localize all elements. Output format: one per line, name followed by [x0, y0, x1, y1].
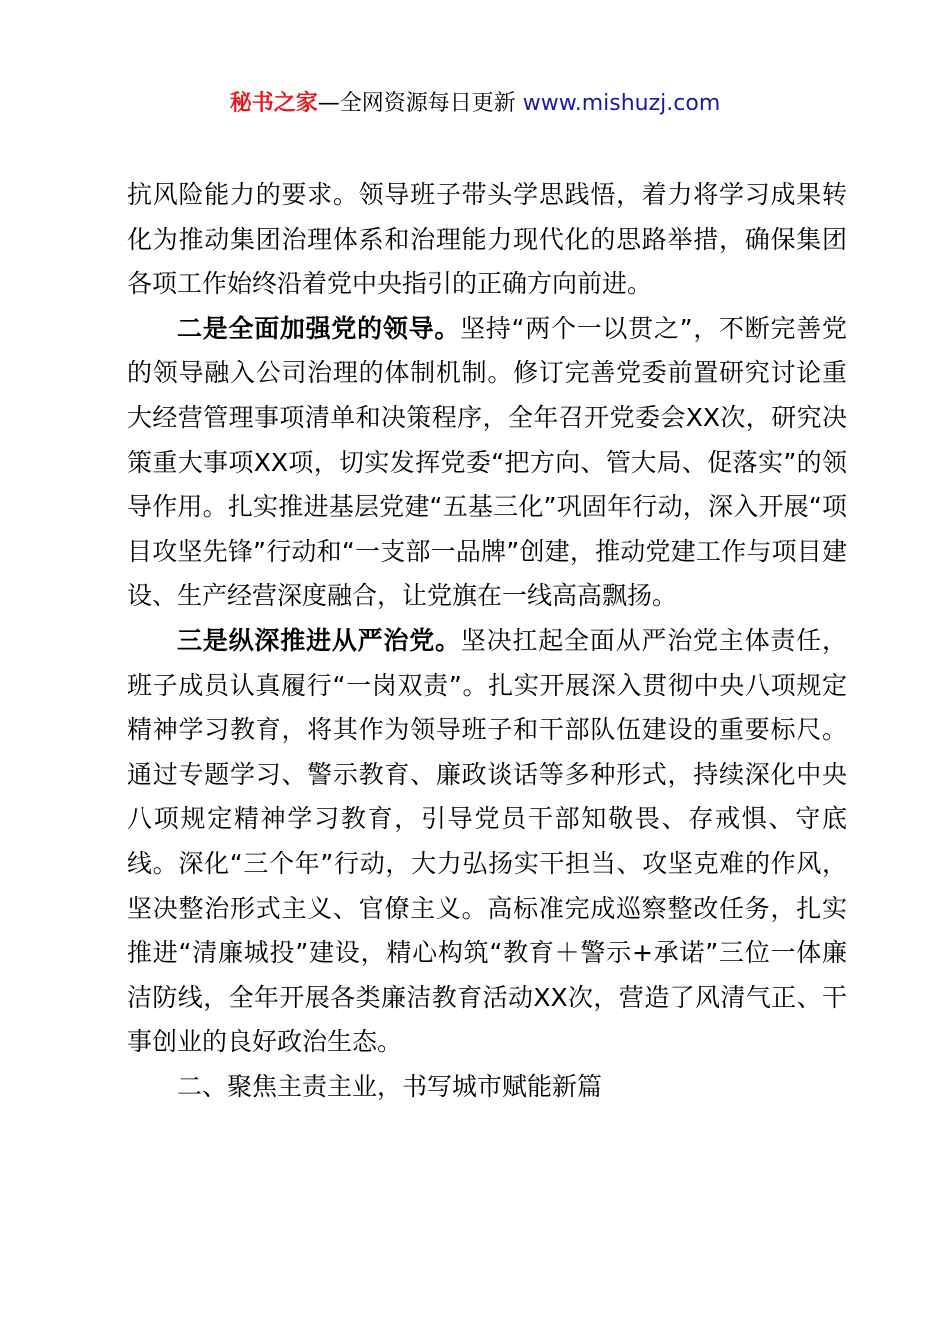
page-header	[0, 88, 950, 120]
paragraph-continuation	[127, 173, 847, 307]
paragraph-text: 抗风险能力的要求。领导班子带头学思践悟，着力将学习成果转化为推动集团治理体系和治理能力现代化的思路举措，确保集团各项工作始终沿着党中央指引的正确方向前进。	[127, 180, 847, 299]
section-heading: 二、聚焦主责主业，书写城市赋能新篇	[177, 1071, 603, 1101]
document-body	[127, 173, 847, 1109]
paragraph-lead: 二是全面加强党的领导。	[177, 313, 461, 343]
paragraph-party-leadership	[127, 307, 847, 619]
header-tagline: —全网资源每日更新	[317, 91, 523, 116]
header-url[interactable]: www.mishuzj.com	[522, 91, 721, 116]
paragraph-lead: 三是纵深推进从严治党。	[177, 625, 461, 655]
brand-name: 秘书之家	[229, 91, 318, 116]
paragraph-strict-governance	[127, 619, 847, 1065]
paragraph-text: 坚持“两个一以贯之”，不断完善党的领导融入公司治理的体制机制。修订完善党委前置研究讨论重大经营管理事项清单和决策程序，全年召开党委会XX次，研究决策重大事项XX项，切实发挥党委“把方向、管大局、促落实”的领导作用。扎实推进基层党建“五基三化”巩固年行动，深入开展“项目攻坚先锋”行动和“一支部一品牌”创建，推动党建工作与项目建设、生产经营深度融合，让党旗在一线高高飘扬。	[127, 313, 847, 611]
paragraph-text: 坚决扛起全面从严治党主体责任，班子成员认真履行“一岗双责”。扎实开展深入贯彻中央八项规定精神学习教育，将其作为领导班子和干部队伍建设的重要标尺。通过专题学习、警示教育、廉政谈话等多种形式，持续深化中央八项规定精神学习教育，引导党员干部知敬畏、存戒惧、守底线。深化“三个年”行动，大力弘扬实干担当、攻坚克难的作风，坚决整治形式主义、官僚主义。高标准完成巡察整改任务，扎实推进“清廉城投”建设，精心构筑“教育＋警示+承诺”三位一体廉洁防线，全年开展各类廉洁教育活动XX次，营造了风清气正、干事创业的良好政治生态。	[127, 625, 847, 1057]
